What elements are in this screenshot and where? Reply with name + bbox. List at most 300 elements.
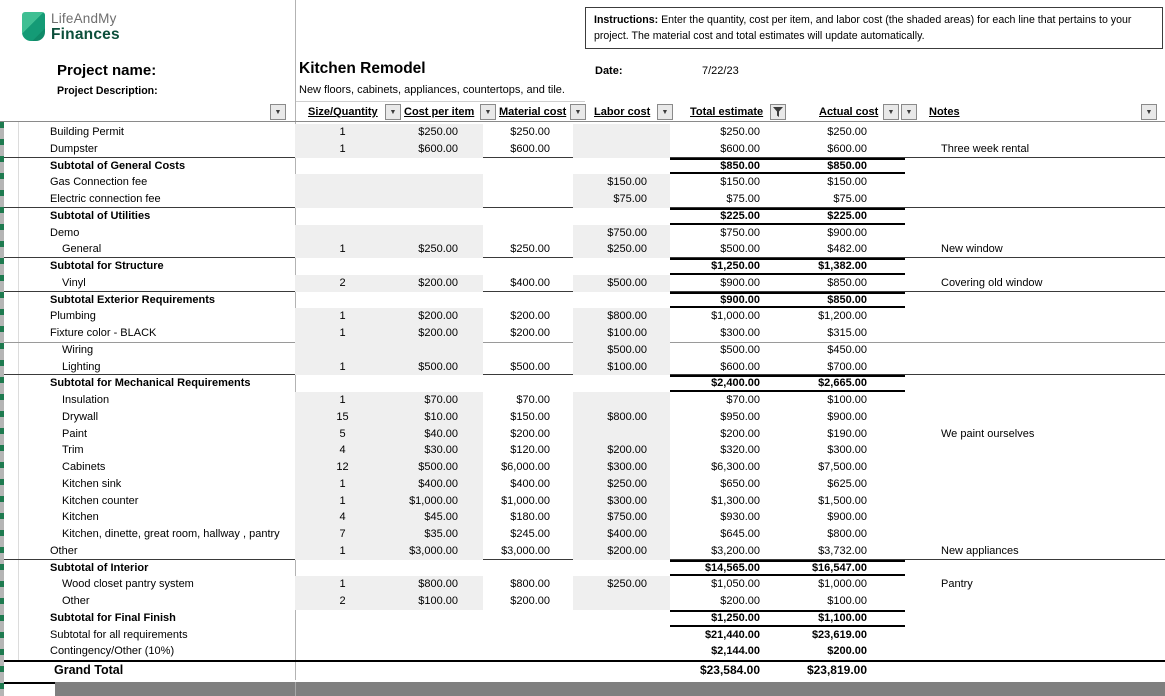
table-row [4,560,1165,577]
table-row [4,292,1165,309]
spacer-cell [905,375,925,392]
column-header-size-quantity: Size/Quantity [308,106,378,118]
item-label: Vinyl [62,276,86,289]
material-cost-cell [483,292,573,309]
table-row [4,325,1165,342]
project-name-label: Project name: [57,62,157,79]
total-estimate-cell: $2,400.00 [670,375,790,392]
notes-cell[interactable] [925,225,1165,242]
labor-cost-cell[interactable]: $250.00 [573,476,670,493]
item-label: Plumbing [50,310,96,323]
labor-cost-cell[interactable]: $75.00 [573,191,670,208]
item-label: Fixture color - BLACK [50,327,157,339]
table-row [4,526,1165,543]
notes-cell[interactable] [925,476,1165,493]
bottom-bar-column-line [295,682,296,696]
cost-per-item-cell[interactable]: $500.00 [390,359,483,376]
project-description-label: Project Description: [57,85,158,97]
material-cost-cell: $70.00 [516,394,550,406]
size-quantity-cell[interactable]: 1 [295,543,390,560]
actual-cost-cell: $16,547.00 [790,560,905,577]
spacer-cell [905,509,925,526]
labor-cost-cell[interactable]: $100.00 [573,359,670,376]
notes-cell [925,610,1165,627]
cost-per-item-cell [390,627,483,644]
spacer-cell [905,258,925,275]
instructions-label: Instructions: [594,14,659,26]
table-row [4,627,1165,644]
cost-per-item-cell [390,258,483,275]
table-row [4,208,1165,225]
spacer-cell [905,275,925,292]
labor-cost-cell[interactable]: $150.00 [573,174,670,191]
size-quantity-cell[interactable]: 2 [295,593,390,610]
labor-cost-cell [573,375,670,392]
size-quantity-cell[interactable] [295,225,390,242]
item-label: Subtotal of Utilities [50,209,151,222]
spacer-cell [905,662,925,682]
size-quantity-cell[interactable]: 1 [295,124,390,141]
size-quantity-cell [295,627,390,644]
material-cost-cell: $1,000.00 [501,494,550,507]
chevron-down-icon: ▼ [274,108,282,116]
actual-cost-cell: $2,665.00 [790,375,905,392]
cost-per-item-cell[interactable] [390,225,483,242]
material-cost-cell: $500.00 [510,360,550,373]
cost-per-item-cell[interactable]: $250.00 [390,124,483,141]
table-row [4,426,1165,443]
cost-per-item-cell[interactable]: $1,000.00 [390,493,483,510]
total-estimate-cell: $70.00 [726,394,760,406]
total-estimate-cell: $950.00 [720,410,760,423]
notes-cell[interactable]: Covering old window [941,276,1043,289]
item-label: General [62,243,102,256]
table-row [4,576,1165,593]
actual-cost-cell: $900.00 [827,410,867,423]
labor-cost-cell[interactable]: $800.00 [573,308,670,325]
table-row [4,543,1165,560]
labor-cost-cell[interactable]: $250.00 [573,241,670,258]
actual-cost-cell: $482.00 [827,243,867,256]
actual-cost-cell: $23,819.00 [806,663,867,677]
column-header-notes: Notes [929,106,960,118]
spacer-cell [905,208,925,225]
notes-cell[interactable]: Pantry [941,578,973,591]
chevron-down-icon: ▼ [887,108,895,116]
item-label: Wiring [62,343,94,356]
cost-per-item-cell[interactable]: $500.00 [390,459,483,476]
material-cost-cell [483,627,573,644]
material-cost-cell: $120.00 [510,444,550,457]
extra-column-filter-button[interactable] [901,104,917,120]
material-cost-cell: $245.00 [510,528,550,540]
size-quantity-cell [295,258,390,275]
material-cost-cell [483,158,573,175]
total-estimate-filter-applied-button[interactable] [770,104,786,120]
item-label: Other [50,544,78,557]
column-header-cost-per-item: Cost per item [404,106,475,118]
total-estimate-cell: $300.00 [720,327,760,339]
table-row [4,459,1165,476]
total-estimate-cell: $850.00 [670,158,790,175]
cost-per-item-cell[interactable]: $200.00 [390,275,483,292]
items-filter-button[interactable] [270,104,286,120]
item-label: Kitchen, dinette, great room, hallway , pantry [62,528,280,540]
notes-cell[interactable] [925,308,1165,325]
actual-cost-cell: $1,200.00 [818,310,867,323]
material-cost-filter-button[interactable] [570,104,586,120]
notes-cell[interactable]: Three week rental [941,142,1030,155]
spacer-cell [905,576,925,593]
cost-per-item-cell [390,662,483,682]
actual-cost-cell: $850.00 [827,276,867,289]
size-quantity-cell[interactable]: 7 [295,526,390,543]
material-cost-cell: $250.00 [510,243,550,256]
actual-cost-cell: $250.00 [827,126,867,138]
notes-cell[interactable] [925,124,1165,141]
total-estimate-cell: $1,250.00 [670,610,790,627]
notes-cell[interactable] [925,493,1165,510]
labor-cost-cell [573,643,670,660]
table-row [4,241,1165,258]
material-cost-cell: $200.00 [510,327,550,339]
notes-cell [925,258,1165,275]
material-cost-cell: $600.00 [510,142,550,155]
labor-cost-cell [573,662,670,682]
chevron-down-icon: ▼ [574,108,582,116]
cost-per-item-cell[interactable] [390,191,483,208]
table-row [4,359,1165,376]
total-estimate-cell: $2,144.00 [711,645,760,658]
labor-cost-cell[interactable]: $750.00 [573,225,670,242]
cost-per-item-cell[interactable]: $35.00 [390,526,483,543]
notes-cell[interactable] [925,174,1165,191]
cost-per-item-cell [390,375,483,392]
table-row [4,493,1165,510]
table-row [4,392,1165,409]
actual-cost-cell: $700.00 [827,360,867,373]
size-quantity-cell[interactable]: 1 [295,325,390,342]
size-quantity-filter-button[interactable] [385,104,401,120]
spacer-cell [905,392,925,409]
size-quantity-cell[interactable]: 2 [295,275,390,292]
total-estimate-cell: $23,584.00 [699,663,760,677]
actual-cost-cell: $1,500.00 [818,494,867,507]
cost-per-item-cell[interactable]: $200.00 [390,325,483,342]
notes-cell[interactable] [925,442,1165,459]
labor-cost-cell[interactable]: $500.00 [573,342,670,359]
size-quantity-cell[interactable]: 4 [295,442,390,459]
actual-cost-cell: $900.00 [827,511,867,524]
column-header-material-cost: Material cost [499,106,567,118]
cost-per-item-cell[interactable]: $40.00 [390,426,483,443]
spacer-cell [905,124,925,141]
labor-cost-cell[interactable] [573,141,670,158]
spacer-cell [905,141,925,158]
labor-cost-cell[interactable] [573,392,670,409]
cost-per-item-cell[interactable] [390,174,483,191]
actual-cost-cell: $900.00 [827,226,867,239]
spacer-cell [905,409,925,426]
cost-per-item-filter-button[interactable] [480,104,496,120]
total-estimate-cell: $600.00 [720,360,760,373]
spacer-cell [905,476,925,493]
table-row [4,158,1165,175]
size-quantity-cell[interactable]: 1 [295,308,390,325]
total-estimate-cell: $250.00 [720,126,760,138]
cost-per-item-cell[interactable]: $3,000.00 [390,543,483,560]
actual-cost-cell: $850.00 [790,292,905,309]
size-quantity-cell[interactable]: 12 [295,459,390,476]
total-estimate-cell: $900.00 [670,292,790,309]
material-cost-cell [483,342,573,359]
cost-per-item-cell[interactable]: $30.00 [390,442,483,459]
table-row [4,409,1165,426]
logo-shield-icon [22,12,45,41]
spacer-cell [905,593,925,610]
spacer-cell [905,560,925,577]
item-label: Contingency/Other (10%) [50,645,175,658]
labor-cost-cell[interactable]: $200.00 [573,543,670,560]
project-description-value[interactable]: New floors, cabinets, appliances, countertops, and tile. [299,84,565,96]
total-estimate-cell: $200.00 [720,427,760,440]
table-row [4,174,1165,191]
material-cost-cell [483,258,573,275]
total-estimate-cell: $14,565.00 [670,560,790,577]
material-cost-cell [483,375,573,392]
cost-per-item-cell [390,643,483,660]
item-label: Drywall [62,410,99,423]
labor-cost-cell[interactable] [573,426,670,443]
size-quantity-cell [295,158,390,175]
notes-cell[interactable] [925,392,1165,409]
size-quantity-cell[interactable]: 1 [295,359,390,376]
labor-cost-cell[interactable]: $800.00 [573,409,670,426]
cost-per-item-cell[interactable]: $70.00 [390,392,483,409]
item-label: Lighting [62,360,101,373]
table-row [4,476,1165,493]
actual-cost-cell: $100.00 [827,394,867,406]
table-row [4,258,1165,275]
labor-cost-filter-button[interactable] [657,104,673,120]
item-label: Subtotal for Structure [50,260,164,272]
material-cost-cell [483,208,573,225]
cost-per-item-cell [390,560,483,577]
actual-cost-cell: $1,000.00 [818,578,867,591]
item-label: Wood closet pantry system [62,578,194,591]
total-estimate-cell: $320.00 [720,444,760,457]
table-row [4,308,1165,325]
item-label: Cabinets [62,461,106,473]
table-row [4,660,1165,684]
size-quantity-cell[interactable] [295,174,390,191]
chevron-down-icon: ▼ [661,108,669,116]
spacer-cell [905,225,925,242]
total-estimate-cell: $200.00 [720,595,760,607]
chevron-down-icon: ▼ [484,108,492,116]
labor-cost-cell [573,292,670,309]
table-row [4,141,1165,158]
logo-text-bottom: Finances [51,25,120,43]
size-quantity-cell [295,292,390,309]
cost-per-item-cell[interactable]: $200.00 [390,308,483,325]
header-bottom-line [0,121,1165,122]
notes-cell [925,158,1165,175]
actual-cost-cell: $190.00 [827,427,867,440]
labor-cost-cell[interactable]: $250.00 [573,576,670,593]
material-cost-cell [483,225,573,242]
item-label: Trim [62,444,84,457]
actual-cost-cell: $450.00 [827,343,867,356]
spacer-cell [905,292,925,309]
item-label: Building Permit [50,126,124,138]
cost-per-item-cell[interactable]: $100.00 [390,593,483,610]
spacer-cell [905,442,925,459]
cost-per-item-cell [390,292,483,309]
total-estimate-cell: $1,250.00 [670,258,790,275]
chevron-down-icon: ▼ [905,108,913,116]
size-quantity-cell[interactable]: 4 [295,509,390,526]
notes-cell [925,560,1165,577]
actual-cost-filter-button[interactable] [883,104,899,120]
labor-cost-cell[interactable]: $750.00 [573,509,670,526]
notes-cell[interactable] [925,526,1165,543]
spacer-cell [905,241,925,258]
material-cost-cell: $6,000.00 [501,461,550,473]
actual-cost-cell: $23,619.00 [811,628,867,641]
labor-cost-cell[interactable]: $300.00 [573,459,670,476]
actual-cost-cell: $1,100.00 [790,610,905,627]
material-cost-cell [483,643,573,660]
size-quantity-cell [295,643,390,660]
size-quantity-cell[interactable]: 1 [295,493,390,510]
cost-per-item-cell[interactable]: $250.00 [390,241,483,258]
labor-cost-cell [573,208,670,225]
spacer-cell [905,325,925,342]
bottom-gray-bar [55,682,1165,696]
labor-cost-cell[interactable]: $100.00 [573,325,670,342]
total-estimate-cell: $150.00 [720,176,760,189]
notes-cell[interactable] [925,191,1165,208]
total-estimate-cell: $225.00 [670,208,790,225]
cost-per-item-cell [390,610,483,627]
labor-cost-cell[interactable] [573,124,670,141]
size-quantity-cell[interactable] [295,342,390,359]
total-estimate-cell: $75.00 [726,193,760,205]
total-estimate-cell: $21,440.00 [704,628,760,641]
material-cost-cell [483,174,573,191]
logo [22,12,120,42]
material-cost-cell [483,560,573,577]
notes-cell[interactable]: New window [941,243,1003,256]
material-cost-cell [483,191,573,208]
notes-cell[interactable] [925,325,1165,342]
chevron-down-icon: ▼ [389,108,397,116]
actual-cost-cell: $625.00 [827,477,867,490]
item-label: Gas Connection fee [50,176,148,189]
column-header-total-estimate: Total estimate [690,106,764,118]
notes-cell[interactable] [925,359,1165,376]
cost-per-item-cell[interactable] [390,342,483,359]
instructions-box [585,7,1163,49]
labor-cost-cell[interactable] [573,593,670,610]
notes-cell[interactable] [925,459,1165,476]
size-quantity-cell[interactable]: 1 [295,241,390,258]
total-estimate-cell: $930.00 [720,511,760,524]
actual-cost-cell: $800.00 [827,528,867,540]
cost-per-item-cell[interactable]: $800.00 [390,576,483,593]
item-label: Dumpster [50,142,98,155]
size-quantity-cell[interactable]: 1 [295,576,390,593]
item-label: Subtotal Exterior Requirements [50,293,216,306]
table-row [4,442,1165,459]
column-header-actual-cost: Actual cost [819,106,879,118]
size-quantity-cell[interactable]: 5 [295,426,390,443]
labor-cost-cell [573,610,670,627]
labor-cost-cell[interactable]: $300.00 [573,493,670,510]
labor-cost-cell[interactable]: $200.00 [573,442,670,459]
total-estimate-cell: $1,050.00 [711,578,760,591]
actual-cost-cell: $315.00 [827,327,867,339]
actual-cost-cell: $200.00 [827,645,867,658]
cost-per-item-cell [390,158,483,175]
notes-cell[interactable]: We paint ourselves [941,427,1035,440]
funnel-filter-icon [773,107,783,117]
cost-per-item-cell[interactable]: $45.00 [390,509,483,526]
item-label: Other [62,595,90,607]
cost-per-item-cell[interactable]: $10.00 [390,409,483,426]
material-cost-cell [483,662,573,682]
total-estimate-cell: $900.00 [720,276,760,289]
item-label: Subtotal for Mechanical Requirements [50,377,251,390]
notes-cell [925,662,1165,682]
size-quantity-cell [295,208,390,225]
cost-per-item-cell[interactable]: $600.00 [390,141,483,158]
notes-cell[interactable] [925,409,1165,426]
size-quantity-cell [295,375,390,392]
item-label: Subtotal for Final Finish [50,611,176,624]
total-estimate-cell: $6,300.00 [711,461,760,473]
cost-per-item-cell[interactable]: $400.00 [390,476,483,493]
item-label: Subtotal of General Costs [50,159,186,172]
project-name-value[interactable]: Kitchen Remodel [299,60,426,77]
notes-cell[interactable] [925,509,1165,526]
table-body [4,124,1165,684]
notes-filter-button[interactable] [1141,104,1157,120]
size-quantity-cell[interactable] [295,191,390,208]
labor-cost-cell [573,258,670,275]
date-value[interactable]: 7/22/23 [702,65,739,77]
notes-cell[interactable] [925,593,1165,610]
labor-cost-cell [573,627,670,644]
labor-cost-cell[interactable]: $400.00 [573,526,670,543]
spacer-cell [905,426,925,443]
actual-cost-cell: $150.00 [827,176,867,189]
notes-cell[interactable]: New appliances [941,544,1019,557]
size-quantity-cell[interactable]: 1 [295,392,390,409]
material-cost-cell [483,610,573,627]
logo-text-top: LifeAndMy [51,11,117,26]
size-quantity-cell[interactable]: 15 [295,409,390,426]
labor-cost-cell[interactable]: $500.00 [573,275,670,292]
size-quantity-cell[interactable]: 1 [295,476,390,493]
size-quantity-cell [295,610,390,627]
item-label: Subtotal for all requirements [50,628,188,641]
size-quantity-cell[interactable]: 1 [295,141,390,158]
table-row [4,191,1165,208]
notes-cell[interactable] [925,342,1165,359]
item-label: Kitchen counter [62,494,139,507]
